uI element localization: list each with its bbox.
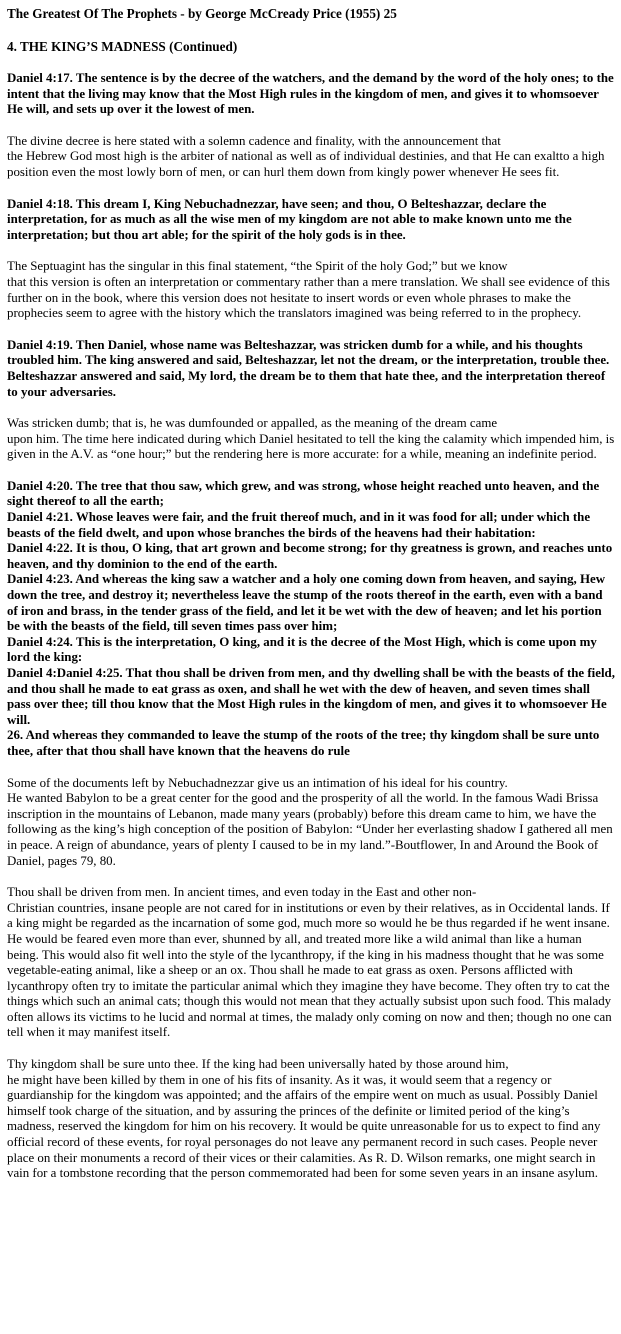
commentary-documents	[7, 776, 615, 870]
verse-4-26: 26. And whereas they commanded to leave the stump of the roots of the tree; thy kingdom shall be sure unto thee, after that thou shall have known that the heavens do rule	[7, 728, 600, 758]
verse-text: Daniel 4:19. Then Daniel, whose name was Belteshazzar, was stricken dumb for a while, and his thoughts troubled him. The king answered and said, Belteshazzar, let not the dream, or the interpretation, trouble thee. Belteshazzar answered and said, My lord, the dream be to them that hate thee, and the interpretation thereof to your adversaries.	[7, 337, 610, 399]
verse-4-23: Daniel 4:23. And whereas the king saw a watcher and a holy one coming down from heaven, and saying, Hew down the tree, and destroy it; nevertheless leave the stump of the roots thereof in the earth, even with a band of iron and brass, in the tender grass of the field, and let it be wet with the dew of heaven; and let his portion be with the beasts of the field, till seven times pass over him;	[7, 572, 606, 634]
commentary-text: Christian countries, insane people are not cared for in institutions or even by their relatives, as in Occidental lands. If a king might be regarded as the incarnation of some god, much more so would he be thus regarded if he went insane. He would be feared even more than ever, shunned by all, and treated more like a wild animal than like a human being. This would also fit well into the style of the lycanthropy, if the king in his madness thought that he was some vegetable-eating animal, like a sheep or an ox. Thou shall he made to eat grass as oxen. Persons afflicted with lycanthropy often try to imitate the particular animal which they imagine they have become. They often try to cat the things which such an animal cats; though this would not mean that they actually subsist upon such food. This malady often allows its victims to he lucid and normal at times, the malady only coming on now and then; though no one can tell when it may manifest itself.	[7, 900, 612, 1040]
commentary-line: Thou shall be driven from men. In ancient times, and even today in the East and other non-	[7, 885, 477, 900]
verse-text: Daniel 4:18. This dream I, King Nebuchadnezzar, have seen; and thou, O Belteshazzar, declare the interpretation, for as much as all the wise men of my kingdom are not able to make known unto me the interpretation; but thou art able; for the spirit of the holy gods is in thee.	[7, 196, 572, 242]
commentary-4-19	[7, 416, 615, 463]
commentary-line: The divine decree is here stated with a solemn cadence and finality, with the announcement that	[7, 133, 501, 148]
verse-4-19	[7, 338, 615, 400]
commentary-kingdom-sure	[7, 1057, 615, 1182]
commentary-4-17	[7, 134, 615, 181]
verses-4-20-to-26	[7, 479, 615, 760]
commentary-line: Some of the documents left by Nebuchadnezzar give us an intimation of his ideal for his country.	[7, 775, 508, 790]
verse-4-21: Daniel 4:21. Whose leaves were fair, and the fruit thereof much, and in it was food for all; under which the beasts of the field dwelt, and upon whose branches the birds of the heavens had their habitation:	[7, 510, 591, 540]
commentary-text: the Hebrew God most high is the arbiter of national as well as of individual destinies, and that He can exaltto a high position even the most lowly born of men, or can hurl them down from kingly power whenever He sees fit.	[7, 149, 605, 179]
commentary-text: upon him. The time here indicated during which Daniel hesitated to tell the king the calamity which impended him, is given in the A.V. as “one hour;” but the rendering here is more accurate: for a while, meaning an indefinite period.	[7, 431, 615, 462]
commentary-text: he might have been killed by them in one of his fits of insanity. As it was, it would seem that a regency or guardianship for the kingdom was appointed; and the affairs of the empire went on much as usual. Possibly Daniel himself took charge of the situation, and by assuring the princes of the definite or limited period of the king’s madness, reserved the kingdom for him on his recovery. It would be quite unreasonable for us to expect to find any official record of these events, for royal personages do not leave any permanent record in such cases. People never place on their monuments a record of their vices or their calamities. As R. D. Wilson remarks, one might search in vain for a tombstone recording that the person commemorated had been for some seven years in an insane asylum.	[7, 1072, 601, 1181]
commentary-text: He wanted Babylon to be a great center for the good and the prosperity of all the world. In the famous Wadi Brissa inscription in the mountains of Lebanon, made many years (probably) before this dream came to him, we have the following as the king’s high conception of the position of Babylon: “Under her everlasting shadow I gathered all men in peace. A reign of abundance, years of plenty I caused to be in my land.”-Boutflower, In and Around the Book of Daniel, pages 79, 80.	[7, 791, 613, 868]
commentary-4-18	[7, 259, 615, 321]
verse-4-25: Daniel 4:Daniel 4:25. That thou shall be driven from men, and thy dwelling shall be with the beasts of the field, and thou shall he made to eat grass as oxen, and shall he wet with the dew of heaven, and seven times shall pass over thee; till thou know that the Most High rules in the kingdom of men, and gives it to whomsoever He will.	[7, 666, 615, 727]
document-page	[7, 6, 615, 1182]
verse-4-18	[7, 197, 615, 244]
verse-4-17	[7, 71, 615, 118]
commentary-driven-from-men	[7, 885, 615, 1041]
verse-4-24: Daniel 4:24. This is the interpretation, O king, and it is the decree of the Most High, which is come upon my lord the king:	[7, 634, 597, 665]
commentary-line: Thy kingdom shall be sure unto thee. If the king had been universally hated by those around him,	[7, 1057, 509, 1072]
commentary-line: The Septuagint has the singular in this final statement, “the Spirit of the holy God;” but we know	[7, 259, 508, 274]
commentary-line: Was stricken dumb; that is, he was dumfounded or appalled, as the meaning of the dream came	[7, 416, 498, 431]
page-header: The Greatest Of The Prophets - by George McCready Price (1955) 25	[7, 6, 397, 21]
verse-4-22: Daniel 4:22. It is thou, O king, that art grown and become strong; for thy greatness is grown, and reaches unto heaven, and thy dominion to the end of the earth.	[7, 541, 613, 571]
verse-4-20: Daniel 4:20. The tree that thou saw, which grew, and was strong, whose height reached unto heaven, and the sight thereof to all the earth;	[7, 478, 600, 509]
commentary-text: that this version is often an interpretation or commentary rather than a mere translation. We shall see evidence of this further on in the book, where this version does not hesitate to insert words or even whole phrases to make the prophecies seem to agree with the history which the translators imagined was being referred to in the prophecy.	[7, 274, 610, 321]
verse-text: Daniel 4:17. The sentence is by the decree of the watchers, and the demand by the word of the holy ones; to the intent that the living may know that the Most High rules in the kingdom of men, and gives it to whomsoever He will, and sets up over it the lowest of men.	[7, 71, 614, 117]
section-heading: 4. THE KING’S MADNESS (Continued)	[7, 39, 238, 54]
